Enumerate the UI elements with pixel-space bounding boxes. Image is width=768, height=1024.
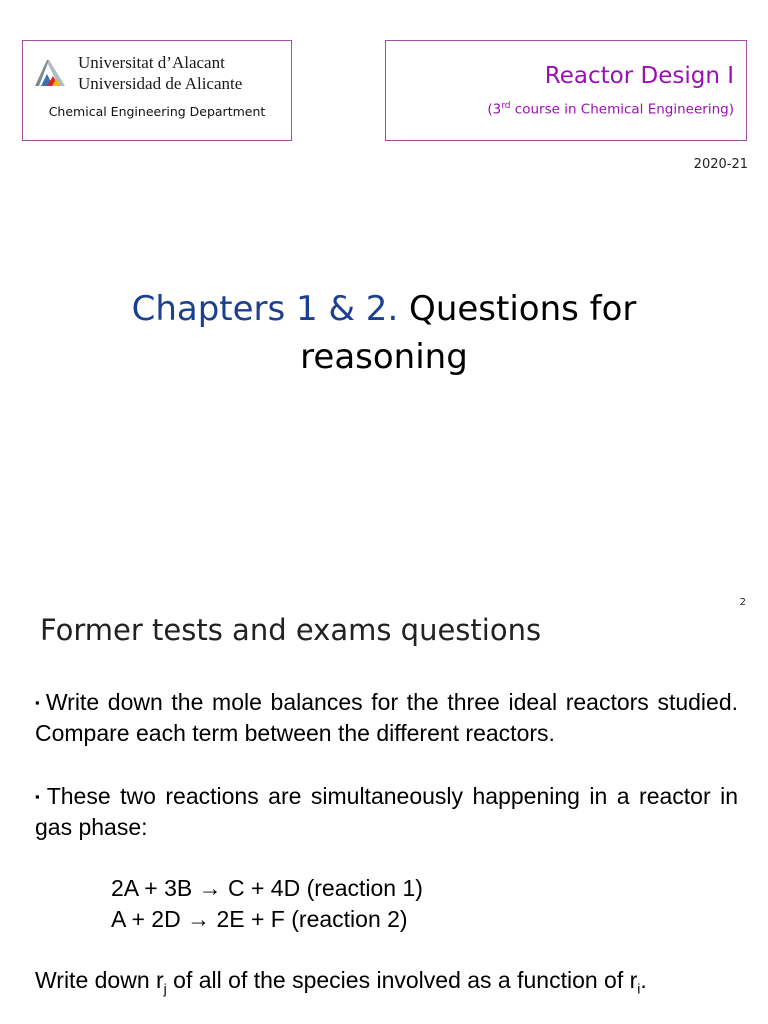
university-logo-icon (33, 56, 67, 88)
chapter-title-line2: reasoning (300, 337, 468, 377)
question-2-text: These two reactions are simultaneously happening in a reactor in gas phase: (35, 783, 739, 840)
course-header-box (385, 40, 747, 141)
final-sub-2: i (637, 980, 641, 997)
final-part-3: . (640, 967, 647, 993)
course-title: Reactor Design I (544, 63, 734, 89)
university-name-line2: Universidad de Alicante (78, 74, 243, 93)
university-name-line1: Universitat d’Alacant (78, 53, 225, 72)
academic-year: 2020-21 (693, 157, 748, 172)
course-subtitle (487, 101, 734, 118)
questions-slide (0, 585, 768, 1024)
chapter-title-line1: Questions for (398, 289, 637, 329)
final-part-1: Write down r (35, 967, 164, 993)
slide-title: Former tests and exams questions (40, 613, 542, 647)
course-sub-sup: rd (501, 101, 511, 111)
university-name (78, 52, 242, 94)
question-1-text: Write down the mole balances for the three ideal reactors studied. Compare each term between the different reactors. (35, 689, 738, 746)
university-header-box (22, 40, 292, 141)
final-sub-1: j (163, 980, 167, 997)
chapter-title (0, 285, 768, 381)
department-label: Chemical Engineering Department (48, 104, 266, 119)
bullet-icon: ▪ (35, 695, 42, 710)
bullet-icon: ▪ (35, 789, 43, 804)
final-part-2: of all of the species involved as a function of r (166, 967, 638, 993)
course-sub-rest: course in Chemical Engineering) (510, 101, 734, 118)
question-2 (35, 781, 738, 842)
question-1 (35, 687, 738, 748)
reaction-2: A + 2D → 2E + F (reaction 2) (111, 906, 408, 932)
final-instruction (35, 965, 647, 1004)
reaction-1: 2A + 3B → C + 4D (reaction 1) (111, 875, 423, 901)
page-number: 2 (739, 597, 746, 608)
chapter-title-blue: Chapters 1 & 2. (131, 289, 399, 329)
reaction-list (111, 873, 423, 935)
course-sub-prefix: (3 (487, 101, 502, 118)
